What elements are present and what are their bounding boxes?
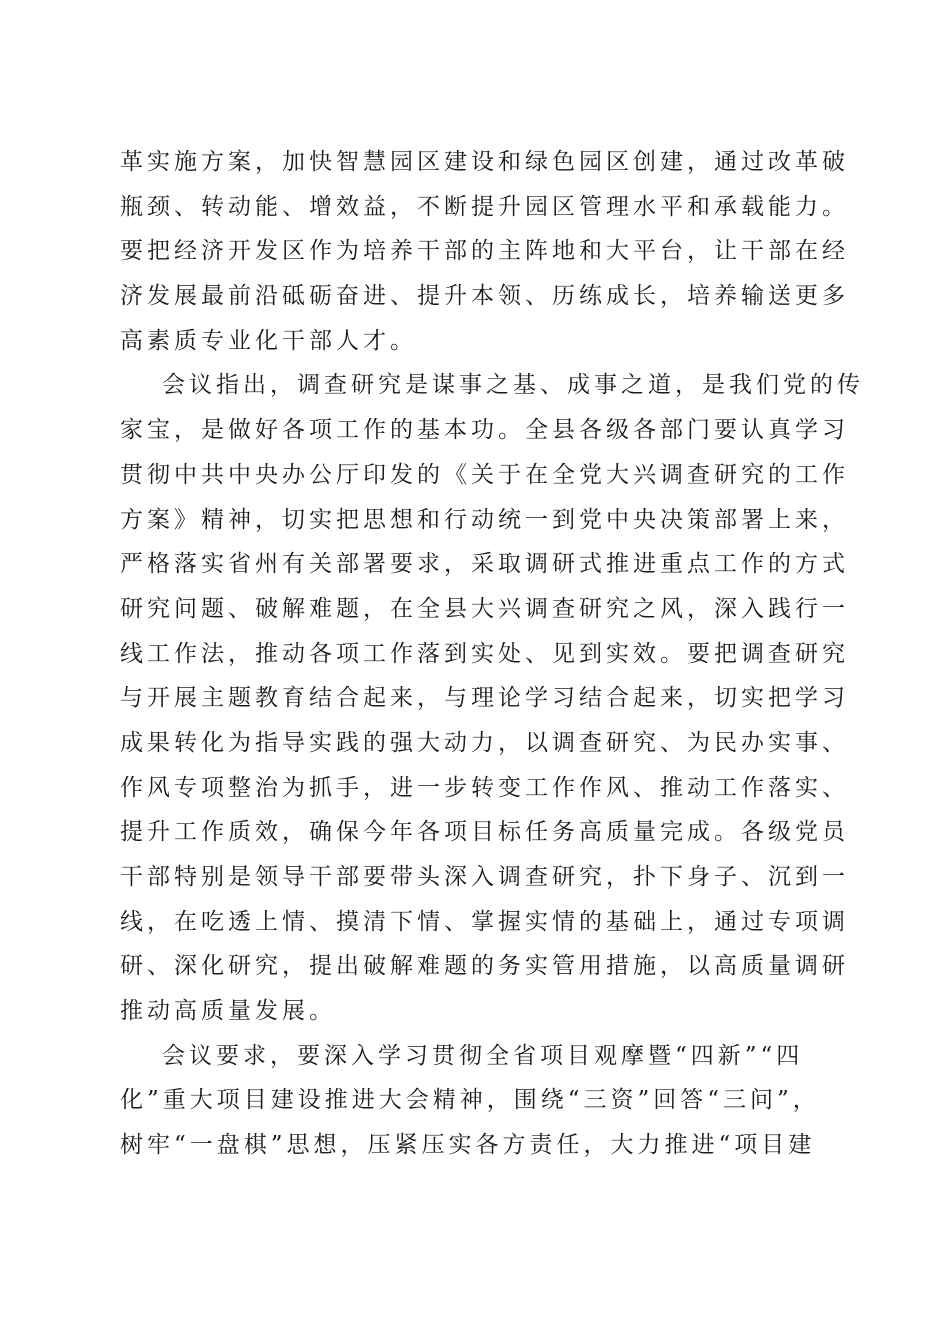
paragraph-start-line: 会议指出，调查研究是谋事之基、成事之道，是我们党的传 bbox=[162, 372, 864, 399]
text-line: 作风专项整治为抓手，进一步转变工作作风、推动工作落实、 bbox=[120, 774, 849, 801]
text-line: 家宝，是做好各项工作的基本功。全县各级各部门要认真学习 bbox=[120, 417, 849, 444]
text-line: 提升工作质效，确保今年各项目标任务高质量完成。各级党员 bbox=[120, 819, 849, 846]
text-line: 成果转化为指导实践的强大动力，以调查研究、为民办实事、 bbox=[120, 729, 849, 756]
text-line: 树牢“一盘棋”思想，压紧压实各方责任，大力推进“项目建 bbox=[120, 1132, 816, 1159]
text-line: 要把经济开发区作为培养干部的主阵地和大平台，让干部在经 bbox=[120, 238, 849, 265]
text-line: 济发展最前沿砥砺奋进、提升本领、历练成长，培养输送更多 bbox=[120, 283, 849, 310]
text-line: 线，在吃透上情、摸清下情、掌握实情的基础上，通过专项调 bbox=[120, 908, 849, 935]
text-line: 研究问题、破解难题，在全县大兴调查研究之风，深入践行一 bbox=[120, 595, 849, 622]
text-line: 严格落实省州有关部署要求，采取调研式推进重点工作的方式 bbox=[120, 551, 849, 578]
text-line: 贯彻中共中央办公厅印发的《关于在全党大兴调查研究的工作 bbox=[120, 461, 849, 488]
text-line: 推动高质量发展。 bbox=[120, 998, 336, 1025]
text-line: 化”重大项目建设推进大会精神，围绕“三资”回答“三问”， bbox=[120, 1087, 820, 1114]
text-line: 线工作法，推动各项工作落到实处、见到实效。要把调查研究 bbox=[120, 640, 849, 667]
paragraph-start-line: 会议要求，要深入学习贯彻全省项目观摩暨“四新”“四 bbox=[162, 1042, 804, 1069]
text-line: 高素质专业化干部人才。 bbox=[120, 327, 417, 354]
text-line: 革实施方案，加快智慧园区建设和绿色园区创建，通过改革破 bbox=[120, 149, 849, 175]
text-line: 与开展主题教育结合起来，与理论学习结合起来，切实把学习 bbox=[120, 685, 849, 712]
text-line: 研、深化研究，提出破解难题的务实管用措施，以高质量调研 bbox=[120, 953, 849, 980]
text-line: 瓶颈、转动能、增效益，不断提升园区管理水平和承载能力。 bbox=[120, 193, 849, 220]
text-line: 干部特别是领导干部要带头深入调查研究，扑下身子、沉到一 bbox=[120, 864, 849, 890]
text-line: 方案》精神，切实把思想和行动统一到党中央决策部署上来， bbox=[120, 506, 849, 533]
document-body bbox=[120, 140, 864, 1168]
